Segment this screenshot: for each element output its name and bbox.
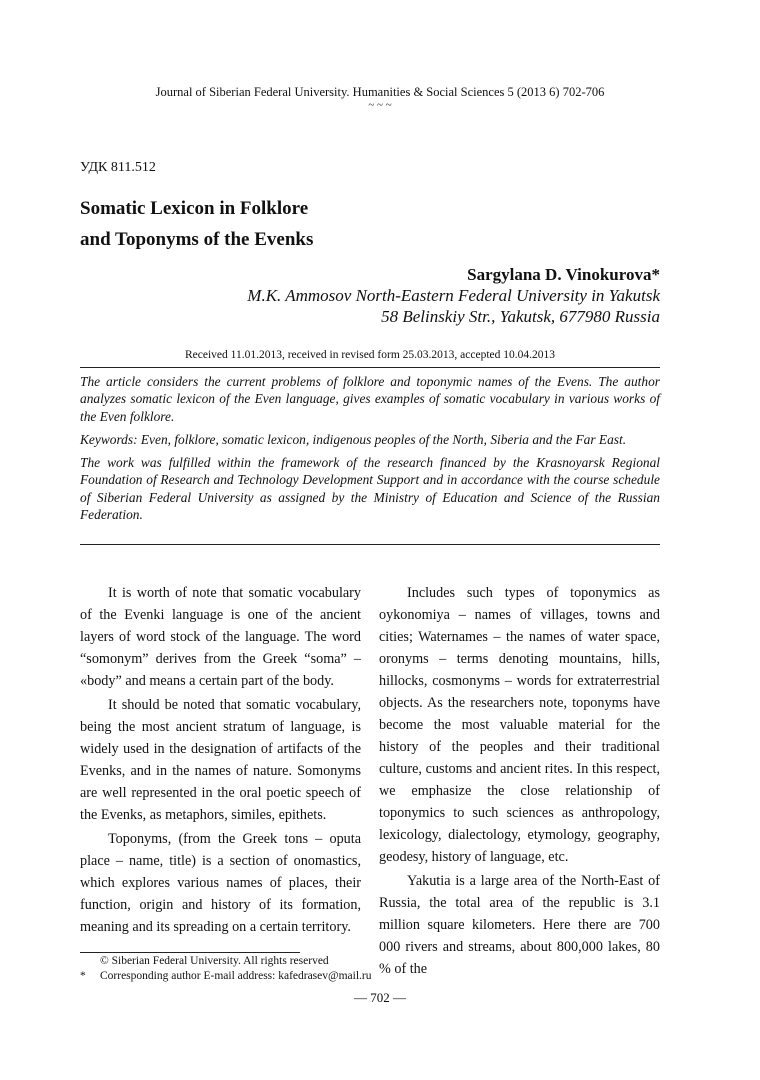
copyright-text: © Siberian Federal University. All rights reserved [100,955,329,967]
body-paragraph: It should be noted that somatic vocabulary, being the most ancient stratum of language, is widely used in the designation of artifacts of the Evenks, and in the names of nature. Somonyms are well represented in the oral poetic speech of the Evenks, as metaphors, similes, epithets. [80,697,361,823]
abstract [80,373,660,529]
footnotes [80,954,660,984]
abstract-bottom-rule [80,544,660,545]
abstract-funding: The work was fulfilled within the framework of the research financed by the Krasnoyarsk Regional Foundation of Research and Technology Development Support and in accordance with the course schedule of Siberian Federal University as assigned by the Ministry of Education and Science of the Russian Federation. [80,455,660,523]
body-paragraph: Toponyms, (from the Greek tons – oputa place – name, title) is a section of onomastics, which explores various names of places, their function, origin and history of its formation, meaning and its spreading on a certain territory. [80,831,361,935]
footnote-mark: * [80,970,86,982]
article-title [80,193,680,255]
body-paragraph: Yakutia is a large area of the North-East of Russia, the total area of the republic is 3.1 million square kilometers. Here there are 700 000 rivers and streams, about 800,000 lakes, 80 % of the [379,873,660,977]
body-paragraph: Includes such types of toponymics as oykonomiya – names of villages, towns and cities; Waternames – the names of water space, oronyms – terms denoting mountains, hills, hillocks, cosmonyms – words for extraterrestrial objects. As the researchers note, toponyms have become the most valuable material for the history of the peoples and their traditional culture, customs and ancient rites. In this respect, we emphasize the close relationship of toponymics to such sciences as anthropology, lexicology, dialectology, etymology, geography, geodesy, history of language, etc. [379,585,660,865]
header-separator: ~ ~ ~ [368,99,392,111]
udc-code: УДК 811.512 [80,160,156,175]
body-left-column [80,582,361,938]
author-block [100,264,660,327]
corresponding-text: Corresponding author E-mail address: kafedrasev@mail.ru [100,970,372,982]
journal-header: Journal of Siberian Federal University. Humanities & Social Sciences 5 (2013 6) 702-706 [155,85,605,99]
title-line-2: and Toponyms of the Evenks [80,229,314,250]
title-line-1: Somatic Lexicon in Folklore [80,198,309,219]
abstract-top-rule [80,367,660,368]
author-affiliation: M.K. Ammosov North-Eastern Federal University in Yakutsk [247,286,660,305]
received-dates: Received 11.01.2013, received in revised form 25.03.2013, accepted 10.04.2013 [184,349,556,361]
abstract-summary: The article considers the current problems of folklore and toponymic names of the Evens. The author analyzes somatic lexicon of the Even language, gives examples of somatic vocabulary in various works of the Even folklore. [80,374,660,424]
body-paragraph: It is worth of note that somatic vocabulary of the Evenki language is one of the ancient layers of word stock of the language. The word “somonym” derives from the Greek “soma” – «body” and means a certain part of the body. [80,585,361,689]
author-name: Sargylana D. Vinokurova* [467,265,660,284]
footnote-corresponding [80,969,660,984]
body-right-column [379,582,660,980]
footnote-rule [80,952,300,953]
abstract-keywords: Keywords: Even, folklore, somatic lexicon, indigenous peoples of the North, Siberia and the Far East. [80,431,627,447]
footnote-copyright [80,954,660,969]
page-number: — 702 — [354,990,406,1005]
author-address: 58 Belinskiy Str., Yakutsk, 677980 Russia [381,307,660,326]
